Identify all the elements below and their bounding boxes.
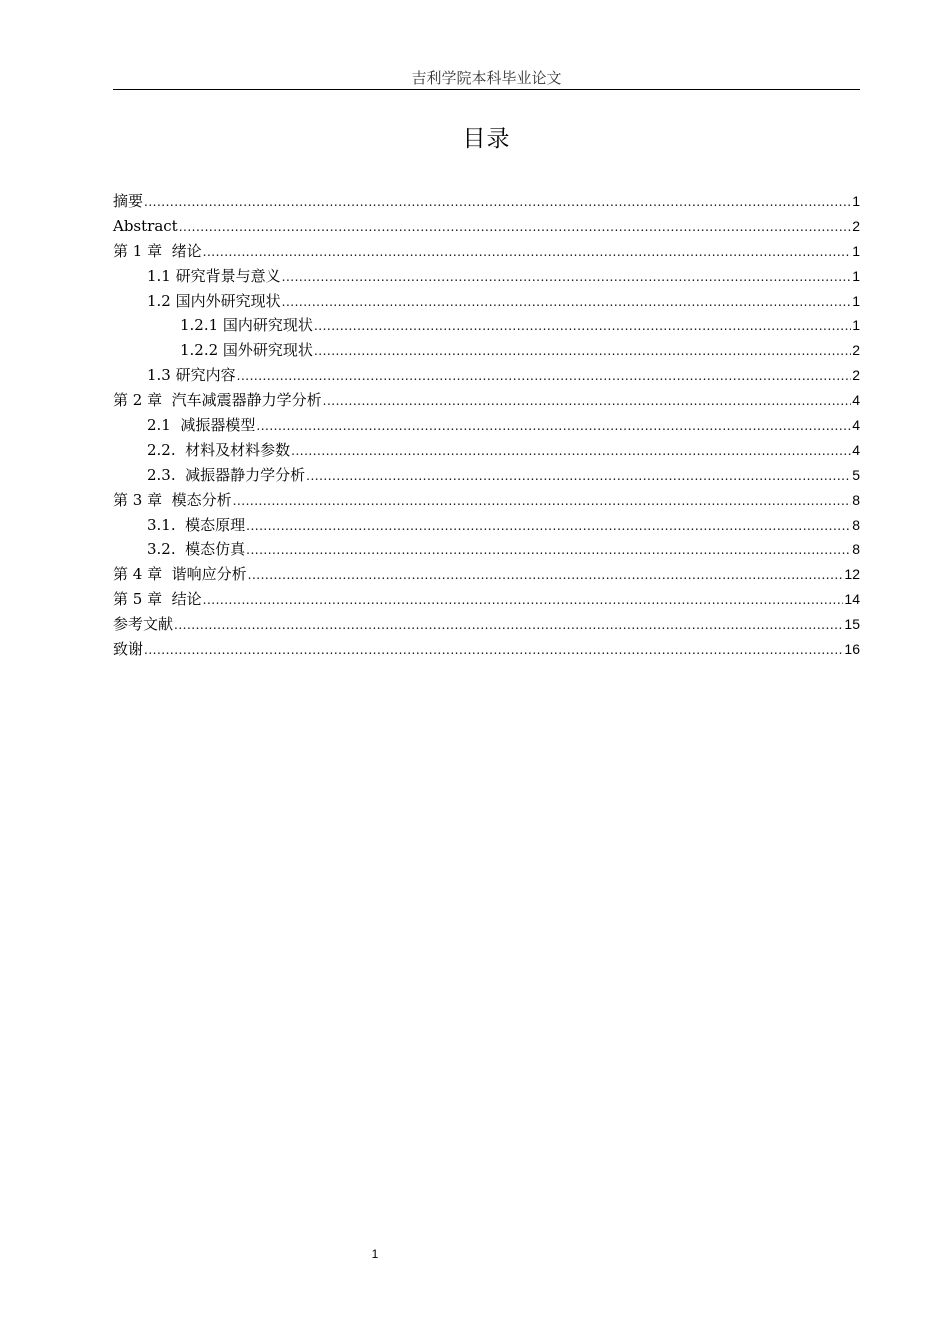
toc-dot-leader xyxy=(237,364,852,389)
toc-dot-leader xyxy=(248,563,844,588)
toc-dot-leader xyxy=(233,489,852,514)
toc-dot-leader xyxy=(246,514,851,539)
toc-entry-page: 1 xyxy=(852,242,860,259)
toc-entry[interactable] xyxy=(113,488,860,513)
toc-dot-leader xyxy=(282,290,852,315)
toc-dot-leader xyxy=(144,638,843,663)
toc-entry-page: 2 xyxy=(852,342,860,359)
toc-entry-page: 8 xyxy=(852,491,860,508)
toc-entry-page: 2 xyxy=(852,367,860,384)
toc-dot-leader xyxy=(314,314,851,339)
toc-entry-page: 1 xyxy=(852,317,860,334)
toc-entry[interactable] xyxy=(113,313,860,338)
toc-entry[interactable] xyxy=(113,264,860,289)
toc-entry-page: 16 xyxy=(844,641,860,658)
toc-dot-leader xyxy=(144,190,851,215)
toc-entry-label: 1.2.1 国内研究现状 xyxy=(180,316,313,335)
toc-entry[interactable] xyxy=(113,214,860,239)
toc-entry[interactable] xyxy=(113,239,860,264)
toc-entry[interactable] xyxy=(113,388,860,413)
toc-dot-leader xyxy=(323,389,852,414)
toc-entry[interactable] xyxy=(113,562,860,587)
toc-dot-leader xyxy=(174,613,843,638)
toc-entry-page: 14 xyxy=(844,591,860,608)
toc-entry[interactable] xyxy=(113,413,860,438)
toc-entry-label: Abstract xyxy=(113,216,178,235)
toc-entry-label: 1.3 研究内容 xyxy=(147,366,236,385)
toc-entry-page: 2 xyxy=(852,217,860,234)
toc-entry[interactable] xyxy=(113,537,860,562)
toc-entry-label: 第 4 章 谐响应分析 xyxy=(113,565,247,584)
toc-dot-leader xyxy=(179,215,852,240)
toc-entry[interactable] xyxy=(113,587,860,612)
toc-entry-label: 2.1 减振器模型 xyxy=(147,416,256,435)
toc-entry-label: 第 2 章 汽车减震器静力学分析 xyxy=(113,391,322,410)
toc-entry-page: 8 xyxy=(852,541,860,558)
toc-entry[interactable] xyxy=(113,438,860,463)
page-number: 1 xyxy=(371,1247,379,1261)
toc-entry-page: 4 xyxy=(852,417,860,434)
toc-entry[interactable] xyxy=(113,513,860,538)
toc-entry-label: 第 3 章 模态分析 xyxy=(113,490,232,509)
toc-entry[interactable] xyxy=(113,189,860,214)
toc-entry-label: 1.2 国内外研究现状 xyxy=(147,291,281,310)
toc-entry-page: 5 xyxy=(852,466,860,483)
toc-dot-leader xyxy=(314,339,851,364)
toc-entry-page: 8 xyxy=(852,516,860,533)
toc-entry-label: 3.1. 模态原理 xyxy=(147,515,246,534)
toc-entry-page: 1 xyxy=(852,267,860,284)
toc-dot-leader xyxy=(291,439,851,464)
toc-entry[interactable] xyxy=(113,338,860,363)
toc-entry-label: 第 1 章 绪论 xyxy=(113,241,202,260)
toc-entry-label: 1.1 研究背景与意义 xyxy=(147,266,281,285)
toc-entry-page: 12 xyxy=(844,566,860,583)
toc-entry-label: 摘要 xyxy=(113,192,144,210)
toc-entry[interactable] xyxy=(113,289,860,314)
toc-dot-leader xyxy=(203,240,852,265)
toc-title: 目录 xyxy=(462,126,511,152)
toc-entry-page: 4 xyxy=(852,392,860,409)
toc-entry[interactable] xyxy=(113,363,860,388)
toc-entry-page: 15 xyxy=(844,616,860,633)
toc-entry[interactable] xyxy=(113,463,860,488)
toc-dot-leader xyxy=(203,588,844,613)
toc-entry-page: 4 xyxy=(852,441,860,458)
toc-entry-page: 1 xyxy=(852,193,860,209)
toc-entry-label: 3.2. 模态仿真 xyxy=(147,540,246,559)
table-of-contents xyxy=(113,189,860,662)
toc-entry-label: 1.2.2 国外研究现状 xyxy=(180,341,313,360)
toc-entry-label: 参考文献 xyxy=(113,615,174,634)
toc-dot-leader xyxy=(256,414,851,439)
toc-entry[interactable] xyxy=(113,612,860,637)
page-header: 吉利学院本科毕业论文 xyxy=(113,68,860,90)
toc-entry-page: 1 xyxy=(852,292,860,309)
toc-entry-label: 2.3. 减振器静力学分析 xyxy=(147,465,306,484)
toc-entry[interactable] xyxy=(113,637,860,662)
toc-dot-leader xyxy=(306,464,851,489)
toc-entry-label: 2.2. 材料及材料参数 xyxy=(147,440,291,459)
toc-dot-leader xyxy=(246,538,851,563)
toc-entry-label: 第 5 章 结论 xyxy=(113,590,202,609)
toc-dot-leader xyxy=(282,265,852,290)
toc-entry-label: 致谢 xyxy=(113,640,144,659)
